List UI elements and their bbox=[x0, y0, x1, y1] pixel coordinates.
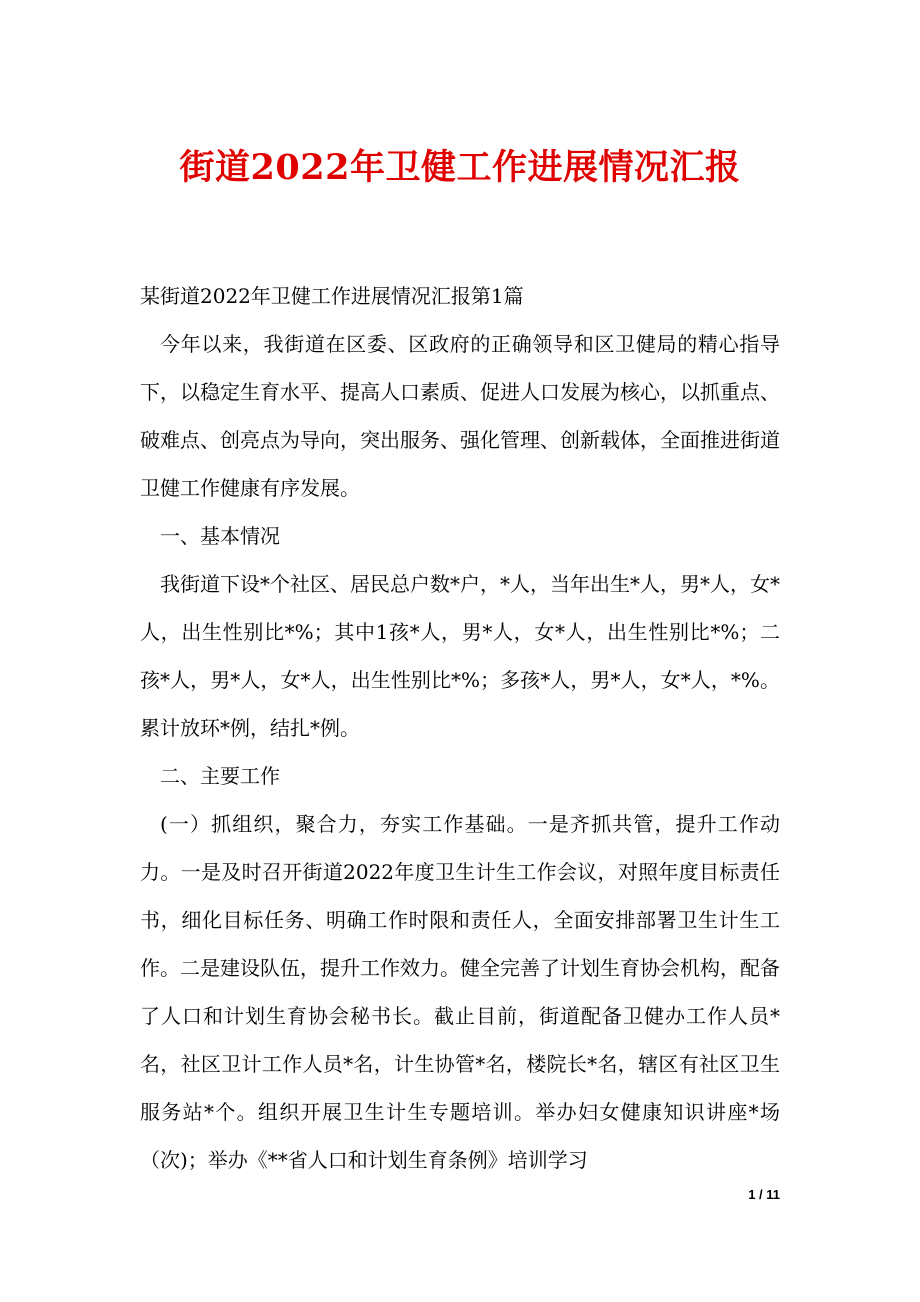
paragraph-intro: 今年以来，我街道在区委、区政府的正确领导和区卫健局的精心指导下，以稳定生育水平、提高人口素质、促进人口发展为核心，以抓重点、破难点、创亮点为导向，突出服务、强化管理、创新载体，全面推进街道卫健工作健康有序发展。 bbox=[140, 332, 780, 500]
section-heading-basic: 一、基本情况 bbox=[160, 524, 280, 548]
page-number: 1 / 11 bbox=[748, 1187, 780, 1202]
section-heading-main-work: 二、主要工作 bbox=[160, 764, 280, 788]
document-title: 街道2022年卫健工作进展情况汇报 bbox=[179, 147, 741, 188]
document-body bbox=[140, 272, 780, 1184]
paragraph-basic-info: 我街道下设*个社区、居民总户数*户，*人，当年出生*人，男*人，女*人，出生性别比*%；其中1孩*人，男*人，女*人，出生性别比*%；二孩*人，男*人，女*人，出生性别比*%；多孩*人，男*人，女*人，*%。累计放环*例，结扎*例。 bbox=[140, 572, 780, 740]
document-subtitle: 某街道2022年卫健工作进展情况汇报第1篇 bbox=[140, 284, 524, 308]
paragraph-main-work: (一）抓组织，聚合力，夯实工作基础。一是齐抓共管，提升工作动力。一是及时召开街道2022年度卫生计生工作会议，对照年度目标责任书，细化目标任务、明确工作时限和责任人，全面安排部署卫生计生工作。二是建设队伍，提升工作效力。健全完善了计划生育协会机构，配备了人口和计划生育协会秘书长。截止目前，街道配备卫健办工作人员*名，社区卫计工作人员*名，计生协管*名，楼院长*名，辖区有社区卫生服务站*个。组织开展卫生计生专题培训。举办妇女健康知识讲座*场（次)；举办《**省人口和计划生育条例》培训学习 bbox=[140, 812, 780, 1172]
